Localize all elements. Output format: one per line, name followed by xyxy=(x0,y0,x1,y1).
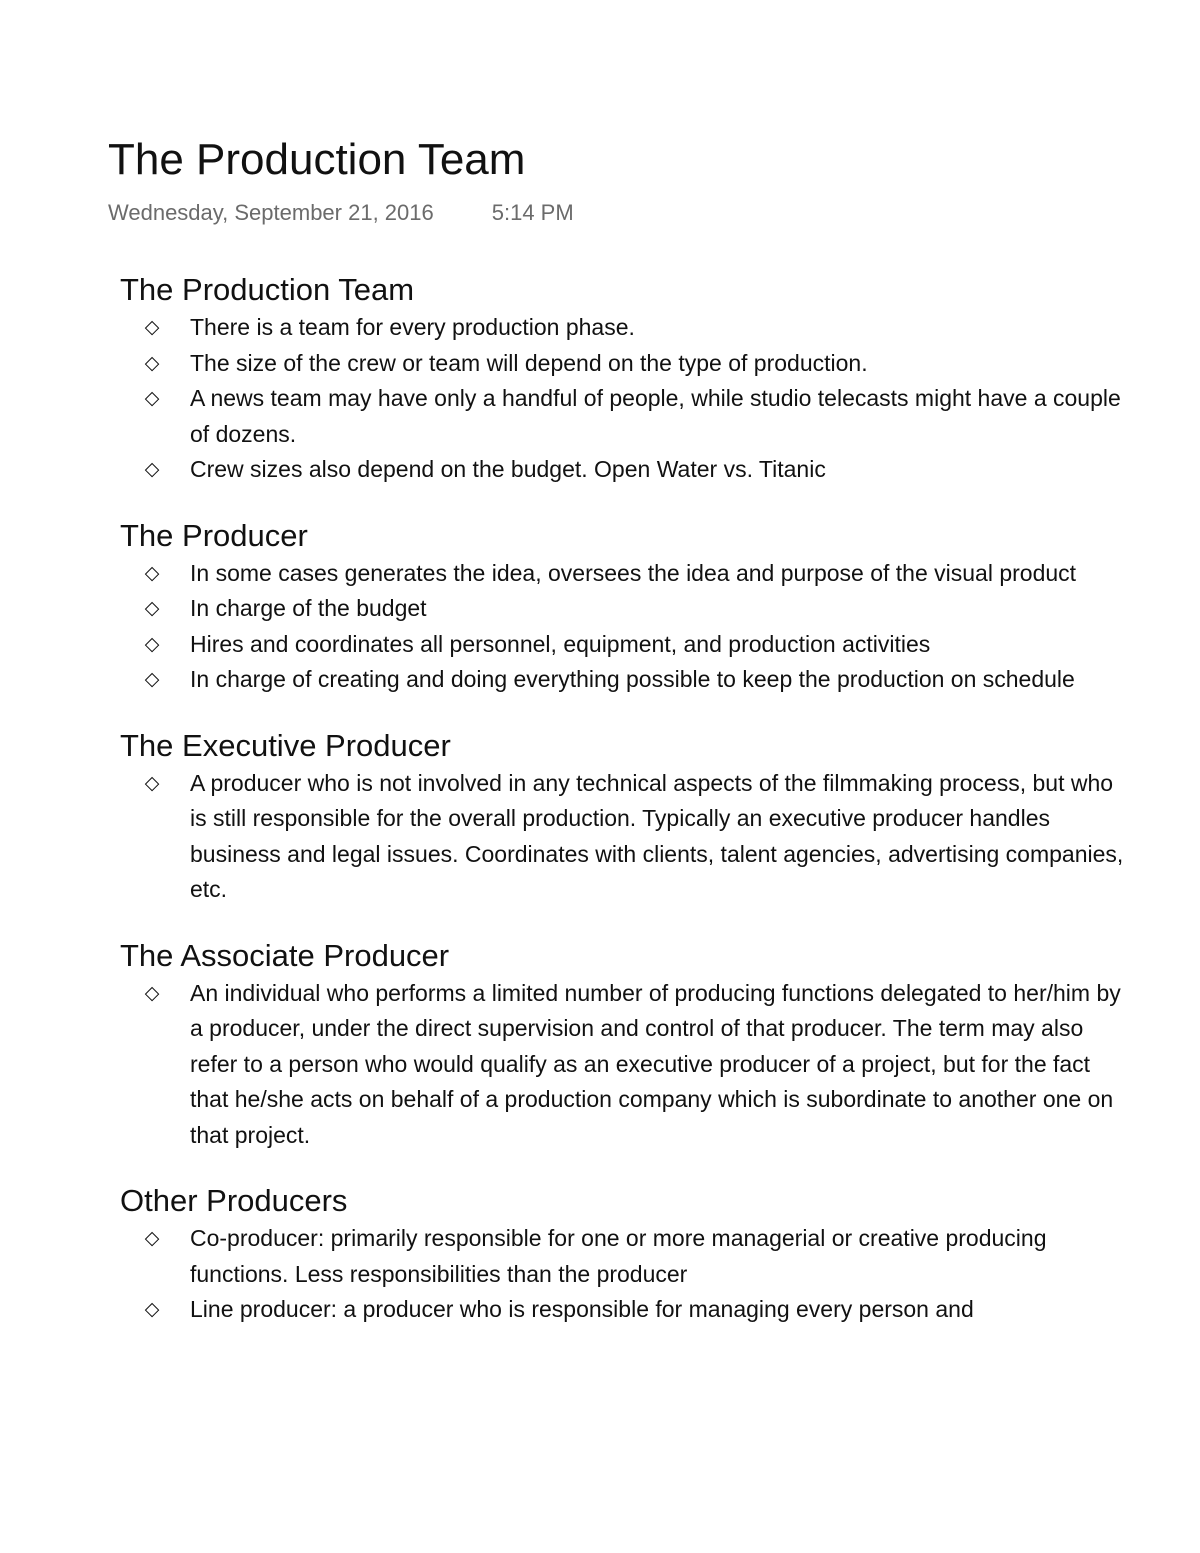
list-item-text: A producer who is not involved in any technical aspects of the filmmaking process, but who is still responsible for the overall production. Typically an executive producer handles business and legal issues. Coordinates with clients, talent agencies, advertising companies, etc. xyxy=(190,769,1124,902)
list-item-text: Crew sizes also depend on the budget. Open Water vs. Titanic xyxy=(190,456,826,482)
diamond-bullet-icon: ◇ xyxy=(144,668,160,690)
list-item xyxy=(120,1292,1130,1328)
diamond-bullet-icon: ◇ xyxy=(144,458,160,480)
bullet-list xyxy=(120,310,1130,488)
section-heading: The Production Team xyxy=(120,272,415,307)
list-item xyxy=(120,1221,1130,1292)
list-item-text: The size of the crew or team will depend on the type of production. xyxy=(190,349,868,376)
bullet-list xyxy=(120,556,1130,698)
list-item xyxy=(120,310,1130,346)
list-item xyxy=(120,976,1130,1154)
note-time: 5:14 PM xyxy=(491,200,574,225)
note-content xyxy=(120,270,1130,1435)
list-item xyxy=(120,452,1130,488)
list-item-text: In charge of the budget xyxy=(190,595,427,621)
list-item-text: Line producer: a producer who is responsible for managing every person and xyxy=(190,1296,974,1322)
bullet-list xyxy=(120,1221,1130,1328)
diamond-bullet-icon: ◇ xyxy=(144,1227,160,1249)
note-section xyxy=(120,516,1130,698)
list-item xyxy=(120,766,1130,908)
bullet-list xyxy=(120,766,1130,908)
list-item-text: An individual who performs a limited number of producing functions delegated to her/him by a producer, under the direct supervision and control of that producer. The term may also refer to a person who would qualify as an executive producer of a project, but for the fact that he/she acts on behalf of a production company which is subordinate to another one on that project. xyxy=(190,979,1121,1148)
diamond-bullet-icon: ◇ xyxy=(144,771,160,794)
note-section xyxy=(120,270,1130,488)
list-item xyxy=(120,346,1130,382)
list-item xyxy=(120,627,1130,663)
note-section xyxy=(120,726,1130,908)
diamond-bullet-icon: ◇ xyxy=(144,597,160,619)
list-item xyxy=(120,381,1130,452)
diamond-bullet-icon: ◇ xyxy=(144,632,160,655)
diamond-bullet-icon: ◇ xyxy=(144,387,160,409)
note-section xyxy=(120,1181,1130,1328)
list-item-text: Co-producer: primarily responsible for one or more managerial or creative producing functions. Less responsibilities than the producer xyxy=(190,1225,1047,1287)
section-heading: Other Producers xyxy=(120,1183,348,1218)
section-heading: The Executive Producer xyxy=(120,727,451,763)
page-title: The Production Team xyxy=(108,135,526,184)
diamond-bullet-icon: ◇ xyxy=(144,981,160,1004)
section-heading: The Associate Producer xyxy=(120,937,450,973)
list-item-text: There is a team for every production phase. xyxy=(190,314,635,340)
note-meta xyxy=(108,199,574,227)
bullet-list xyxy=(120,976,1130,1154)
list-item xyxy=(120,591,1130,627)
list-item-text: In charge of creating and doing everything possible to keep the production on schedule xyxy=(190,666,1075,692)
list-item-text: A news team may have only a handful of people, while studio telecasts might have a couple of dozens. xyxy=(190,385,1121,447)
diamond-bullet-icon: ◇ xyxy=(144,1298,160,1320)
list-item-text: Hires and coordinates all personnel, equipment, and production activities xyxy=(190,630,931,657)
list-item-text: In some cases generates the idea, oversees the idea and purpose of the visual product xyxy=(190,559,1077,586)
section-heading: The Producer xyxy=(120,517,308,553)
note-date: Wednesday, September 21, 2016 xyxy=(108,200,434,225)
diamond-bullet-icon: ◇ xyxy=(144,561,160,584)
list-item xyxy=(120,556,1130,592)
diamond-bullet-icon: ◇ xyxy=(144,351,160,374)
list-item xyxy=(120,662,1130,698)
note-section xyxy=(120,936,1130,1154)
diamond-bullet-icon: ◇ xyxy=(144,316,160,338)
